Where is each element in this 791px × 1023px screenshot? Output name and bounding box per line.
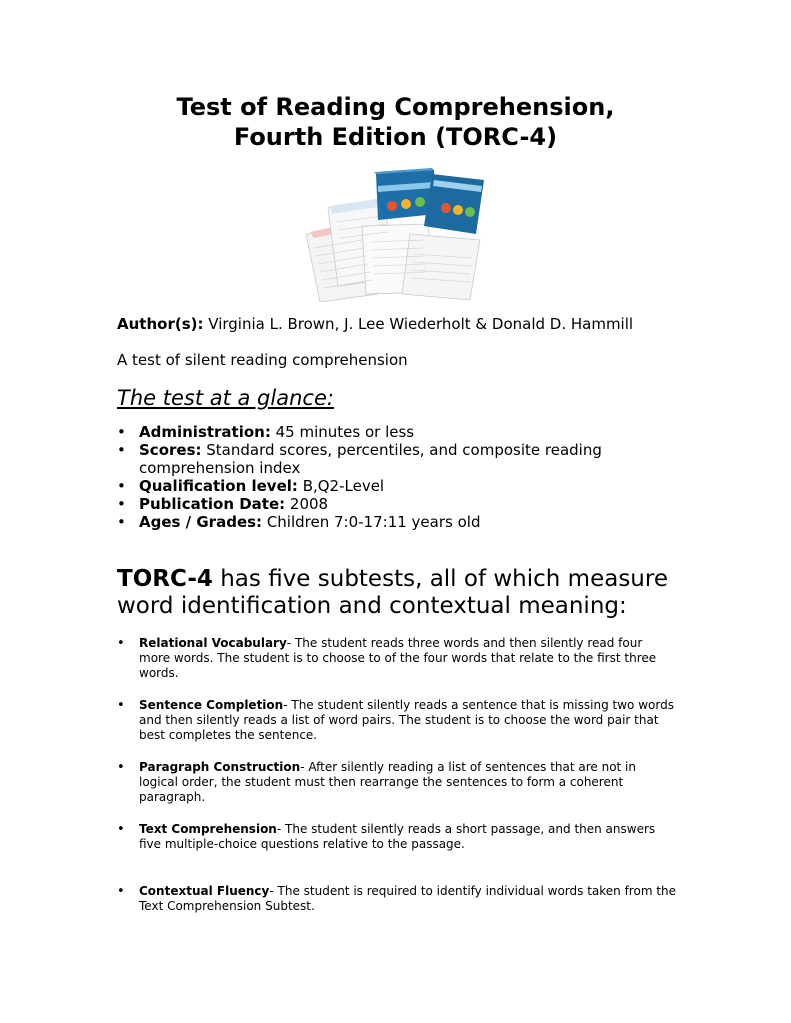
subtest-name: Paragraph Construction [139,760,301,774]
subtest-text: - The student silently reads a sentence that is missing two words and then silently reads a list of word pairs. The student is to choose the word pair that best completes the sentence. [139,698,674,742]
subtests-heading-rest: has five subtests, all of which measure word identification and contextual meaning: [117,566,668,619]
torc4-kit-box-and-forms-image [306,168,490,302]
list-item: • Administration: 45 minutes or less [117,423,415,441]
glance-item-label: Ages / Grades: [139,513,263,531]
glance-item-label: Publication Date: [139,495,286,513]
glance-item-label: Administration: [139,423,271,441]
authors-label: Author(s): [117,315,204,333]
list-item: • Ages / Grades: Children 7:0-17:11 years old [117,513,481,531]
title-line-2: Fourth Edition (TORC-4) [233,123,558,151]
list-item: • Sentence Completion- The student silently reads a sentence that is missing two words and then silently reads a list of word pairs. The student is to choose the word pair that best completes the sentence. [117,698,674,742]
list-item: • Contextual Fluency- The student is required to identify individual words taken from the Text Comprehension Subtest. [117,884,677,913]
glance-item-value: B,Q2-Level [302,477,385,495]
subtest-name: Sentence Completion [139,698,284,712]
subtest-name: Text Comprehension [139,822,277,836]
subtest-name: Contextual Fluency [139,884,270,898]
page-title [0,92,791,152]
list-item: • Qualification level: B,Q2-Level [117,477,385,495]
list-item: • Publication Date: 2008 [117,495,329,513]
glance-item-value: 2008 [289,495,329,513]
subtest-text: - The student silently reads a short passage, and then answers five multiple-choice questions relative to the passage. [139,822,656,851]
subtests-heading [117,566,717,620]
test-description: A test of silent reading comprehension [117,351,408,369]
list-item: • Relational Vocabulary- The student reads three words and then silently read four more words. The student is to choose to of the four words that relate to the first three words. [117,636,657,680]
subtest-text: - The student is required to identify individual words taken from the Text Comprehension Subtest. [139,884,677,913]
title-line-1: Test of Reading Comprehension, [176,93,615,121]
glance-item-label: Scores: [139,441,202,459]
glance-list [117,423,677,531]
glance-item-value: Children 7:0-17:11 years old [266,513,481,531]
subtest-name: Relational Vocabulary [139,636,287,650]
list-item: • Text Comprehension- The student silently reads a short passage, and then answers five multiple-choice questions relative to the passage. [117,822,656,851]
subtest-text: - The student reads three words and then silently read four more words. The student is to choose to of the four words that relate to the first three words. [139,636,657,680]
authors-value: Virginia L. Brown, J. Lee Wiederholt & Donald D. Hammill [208,315,634,333]
subtests-heading-bold: TORC-4 [117,566,213,592]
glance-heading [117,386,334,410]
list-item: • Scores: Standard scores, percentiles, and composite reading comprehension index [117,441,602,477]
glance-item-label: Qualification level: [139,477,298,495]
glance-item-value: 45 minutes or less [275,423,415,441]
subtest-text: - After silently reading a list of sentences that are not in logical order, the student must then rearrange the sentences to form a coherent paragraph. [139,760,636,804]
subtests-list [117,636,677,914]
glance-heading-text: The test at a glance [117,386,327,410]
glance-heading-colon: : [326,386,334,410]
list-item: • Paragraph Construction- After silently reading a list of sentences that are not in logical order, the student must then rearrange the sentences to form a coherent paragraph. [117,760,636,804]
authors-line [117,315,633,333]
glance-item-value: Standard scores, percentiles, and composite reading comprehension index [139,441,602,477]
